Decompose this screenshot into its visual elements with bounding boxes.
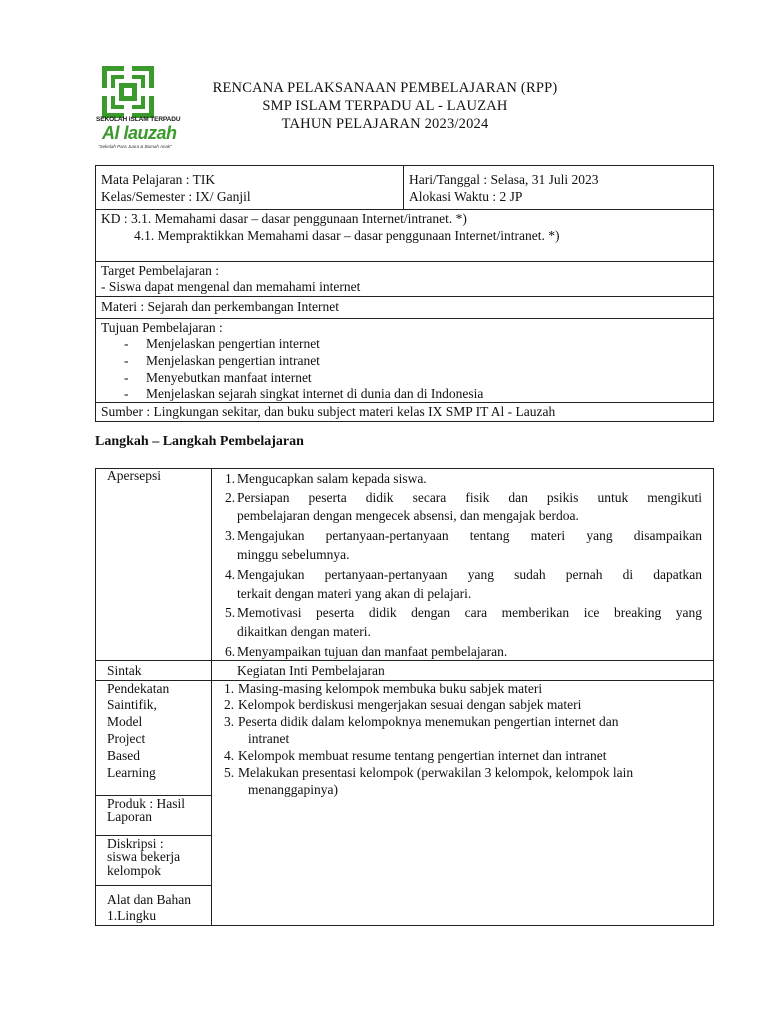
target-item: - Siswa dapat mengenal dan memahami internet xyxy=(101,279,361,294)
logo-school-text: SEKOLAH ISLAM TERPADU xyxy=(96,116,181,123)
sintak-model-line: Pendekatan xyxy=(107,681,170,696)
sintak-model-line: Learning xyxy=(107,765,156,780)
school-title: SMP ISLAM TERPADU AL - LAUZAH xyxy=(262,98,508,114)
tujuan-item: Menjelaskan sejarah singkat internet di dunia dan di Indonesia xyxy=(146,386,484,401)
alokasi-text: Alokasi Waktu : 2 JP xyxy=(409,189,523,204)
langkah-title: Langkah – Langkah Pembelajaran xyxy=(95,434,304,449)
kegiatan-item-number: 4. xyxy=(224,748,235,763)
kegiatan-item-line: Peserta didik dalam kelompoknya menemukan pengertian internet dan xyxy=(238,714,619,729)
materi-text: Materi : Sejarah dan perkembangan Internet xyxy=(101,299,340,314)
apersepsi-item-line: dikaitkan dengan materi. xyxy=(237,624,371,639)
kelas-text: Kelas/Semester : IX/ Ganjil xyxy=(101,189,251,204)
logo-motto-text: "Sekolah Para Juara & Bumah Anak" xyxy=(98,144,172,149)
apersepsi-item-line: Mengajukan pertanyaan-pertanyaan yang sudah pernah di dapatkan xyxy=(237,567,702,582)
apersepsi-item-line: Mengucapkan salam kepada siswa. xyxy=(237,471,427,486)
kegiatan-item-line: Kelompok membuat resume tentang pengertian internet dan intranet xyxy=(238,748,607,763)
year-title: TAHUN PELAJARAN 2023/2024 xyxy=(281,116,489,132)
apersepsi-item-line: terkait dengan materi yang akan di pelajari. xyxy=(237,586,472,601)
diskripsi-line: kelompok xyxy=(107,863,161,878)
apersepsi-item-line: pembelajaran dengan mengecek absensi, dan mengajak berdoa. xyxy=(237,508,579,523)
sintak-model-line: Based xyxy=(107,748,140,763)
target-label: Target Pembelajaran : xyxy=(101,263,220,278)
apersepsi-item-line: Memotivasi peserta didik dengan cara memberikan ice breaking yang xyxy=(237,605,702,620)
sintak-model-line: Saintifik, xyxy=(107,697,157,712)
sintak-model-line: Model xyxy=(107,714,143,729)
kegiatan-item-line: Melakukan presentasi kelompok (perwakilan 3 kelompok, kelompok lain xyxy=(238,765,634,780)
apersepsi-item-number: 6. xyxy=(225,644,236,659)
kegiatan-heading: Kegiatan Inti Pembelajaran xyxy=(237,663,385,678)
apersepsi-item-number: 5. xyxy=(225,605,236,620)
tujuan-item: Menjelaskan pengertian intranet xyxy=(146,353,320,368)
apersepsi-item-number: 4. xyxy=(225,567,236,582)
mapel-text: Mata Pelajaran : TIK xyxy=(101,172,216,187)
logo-name-text: Al lauzah xyxy=(102,123,177,143)
diskripsi-line: Diskripsi : xyxy=(107,836,164,851)
produk-line: Laporan xyxy=(107,809,152,824)
apersepsi-item-line: Mengajukan pertanyaan-pertanyaan tentang materi yang disampaikan xyxy=(237,528,702,543)
kd2-text: 4.1. Mempraktikkan Memahami dasar – dasar penggunaan Internet/intranet. *) xyxy=(134,228,560,243)
sintak-label: Sintak xyxy=(107,663,142,678)
kd1-text: KD : 3.1. Memahami dasar – dasar penggunaan Internet/intranet. *) xyxy=(101,211,467,226)
sintak-model-line: Project xyxy=(107,731,146,746)
apersepsi-item-line: Menyampaikan tujuan dan manfaat pembelajaran. xyxy=(237,644,508,659)
sumber-text: Sumber : Lingkungan sekitar, dan buku subject materi kelas IX SMP IT Al - Lauzah xyxy=(101,404,556,419)
apersepsi-item-line: Persiapan peserta didik secara fisik dan psikis untuk mengikuti xyxy=(237,490,702,505)
apersepsi-label: Apersepsi xyxy=(107,468,161,483)
alat-line: Alat dan Bahan xyxy=(107,892,191,907)
kegiatan-item-line: menanggapinya) xyxy=(248,782,338,797)
diskripsi-line: siswa bekerja xyxy=(107,849,181,864)
tujuan-item: Menyebutkan manfaat internet xyxy=(146,370,312,385)
kegiatan-item-number: 3. xyxy=(224,714,235,729)
logo-emblem-icon xyxy=(102,66,154,118)
kegiatan-item-line: Masing-masing kelompok membuka buku sabjek materi xyxy=(238,681,543,696)
alat-line: 1.Lingku xyxy=(107,908,157,923)
tujuan-item: Menjelaskan pengertian internet xyxy=(146,336,320,351)
apersepsi-item-line: minggu sebelumnya. xyxy=(237,547,350,562)
kegiatan-item-number: 5. xyxy=(224,765,235,780)
kegiatan-item-number: 2. xyxy=(224,697,235,712)
kegiatan-item-line: intranet xyxy=(248,731,290,746)
apersepsi-item-number: 1. xyxy=(225,471,236,486)
doc-title: RENCANA PELAKSANAAN PEMBELAJARAN (RPP) xyxy=(212,80,558,96)
produk-line: Produk : Hasil xyxy=(107,796,186,811)
apersepsi-item-number: 3. xyxy=(225,528,236,543)
hari-text: Hari/Tanggal : Selasa, 31 Juli 2023 xyxy=(409,172,599,187)
kegiatan-item-line: Kelompok berdiskusi mengerjakan sesuai dengan sabjek materi xyxy=(238,697,582,712)
tujuan-label: Tujuan Pembelajaran : xyxy=(101,320,223,335)
kegiatan-item-number: 1. xyxy=(224,681,235,696)
apersepsi-item-number: 2. xyxy=(225,490,236,505)
